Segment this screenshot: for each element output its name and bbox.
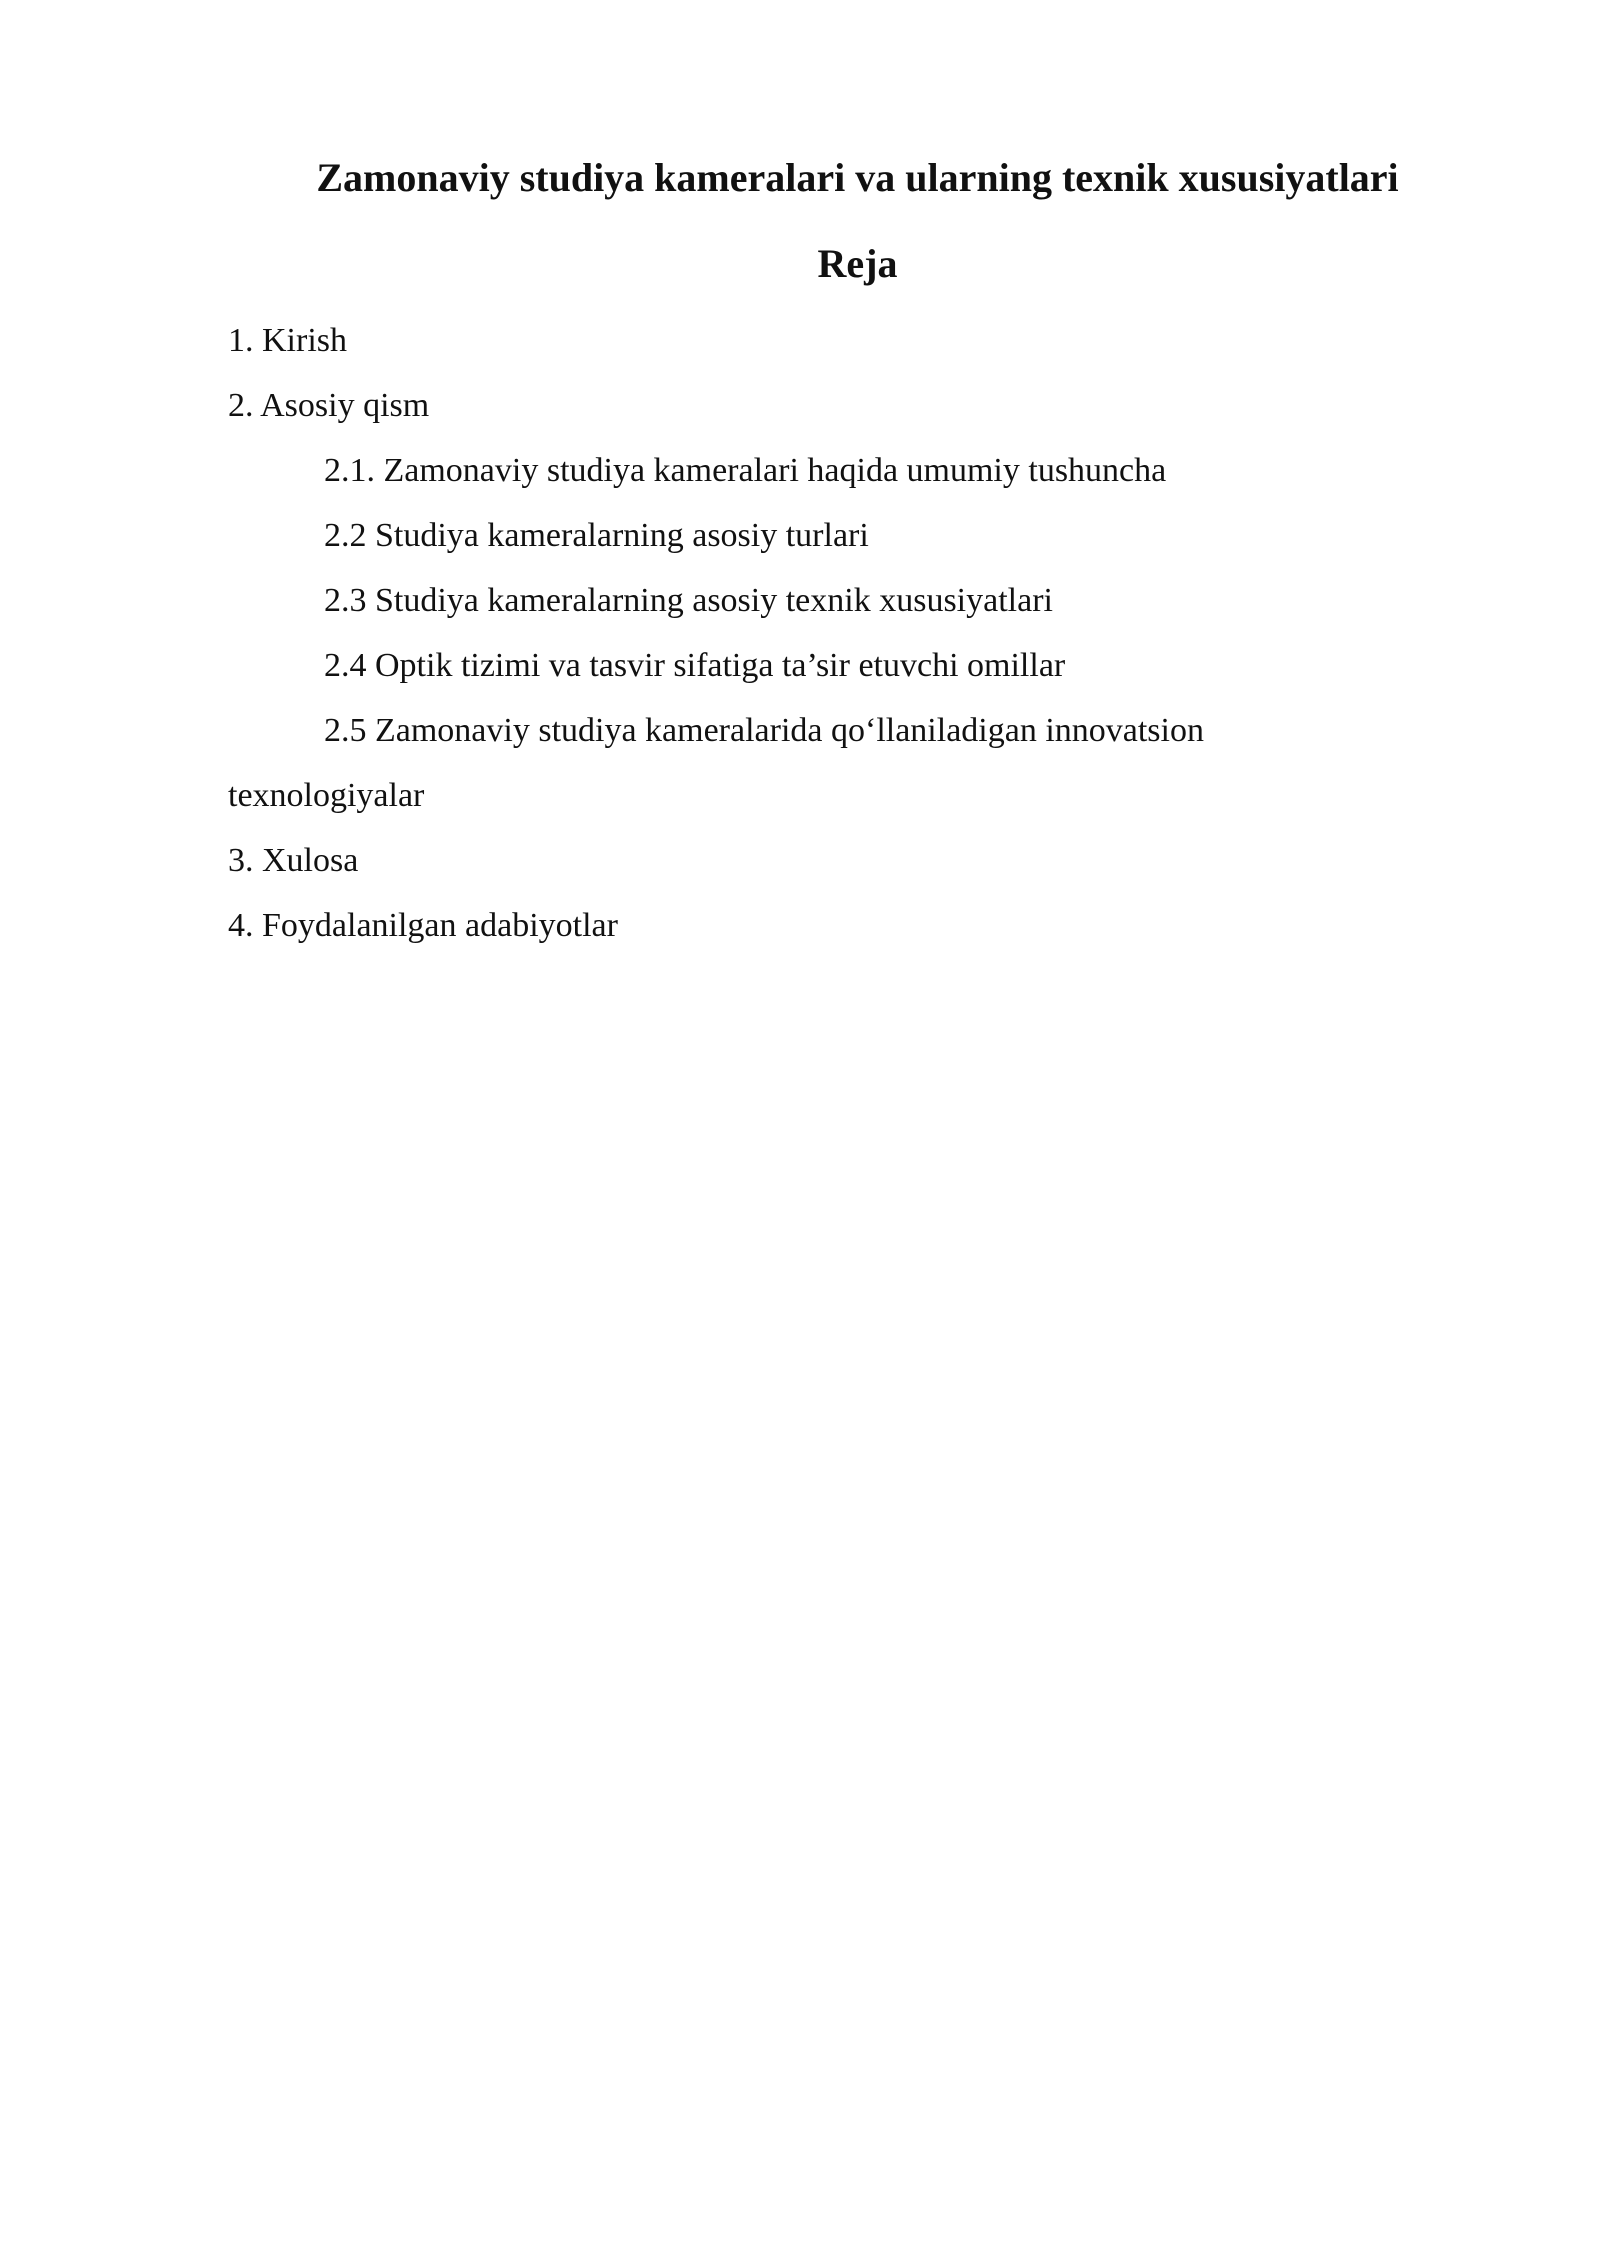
toc-subitem-2-5-continuation: texnologiyalar <box>228 777 425 814</box>
plan-heading: Reja <box>817 241 898 286</box>
toc-subitem-2-4: 2.4 Optik tizimi va tasvir sifatiga ta’sir etuvchi omillar <box>324 647 1066 684</box>
toc-subitem-2-2: 2.2 Studiya kameralarning asosiy turlari <box>324 517 869 554</box>
toc-item-conclusion: 3. Xulosa <box>228 842 359 879</box>
toc-subitem-2-3: 2.3 Studiya kameralarning asosiy texnik xususiyatlari <box>324 582 1053 619</box>
toc-subitem-2-1: 2.1. Zamonaviy studiya kameralari haqida umumiy tushuncha <box>324 452 1167 489</box>
toc-item-introduction: 1. Kirish <box>228 322 347 359</box>
document-title: Zamonaviy studiya kameralari va ularning texnik xususiyatlari <box>316 155 1399 200</box>
toc-item-main-part: 2. Asosiy qism <box>228 387 430 424</box>
table-of-contents <box>228 308 1378 958</box>
toc-subitem-2-5: 2.5 Zamonaviy studiya kameralarida qo‘llaniladigan innovatsion <box>324 712 1204 749</box>
toc-item-references: 4. Foydalanilgan adabiyotlar <box>228 907 618 944</box>
